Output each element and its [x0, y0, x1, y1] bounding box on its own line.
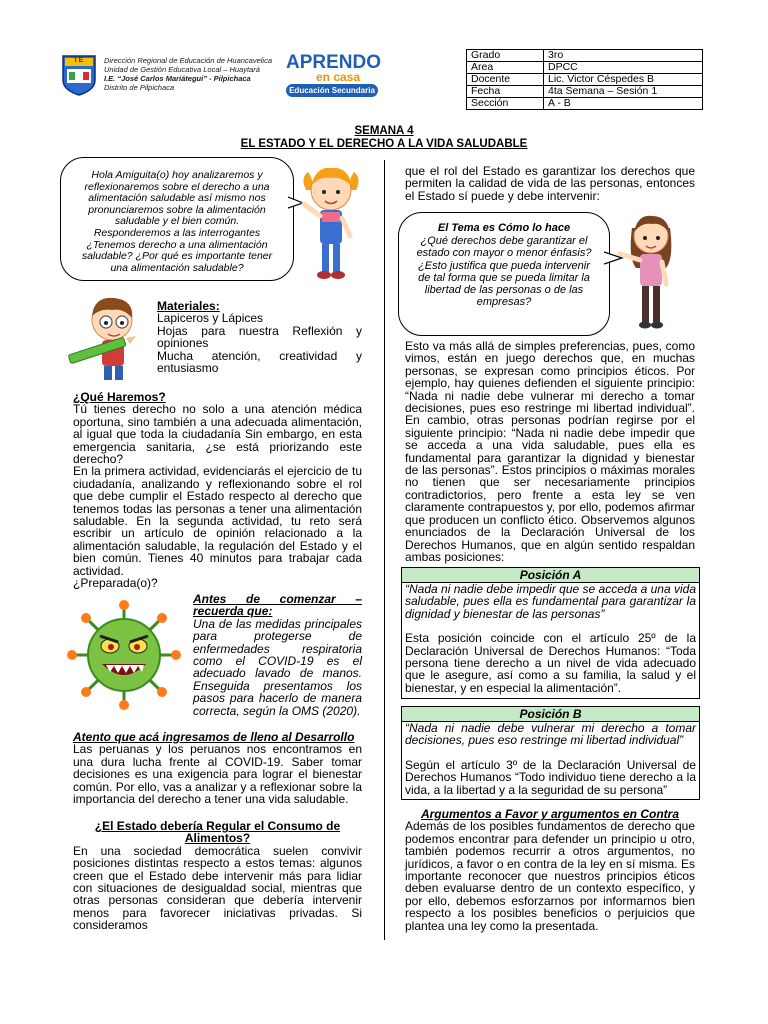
tema-bubble-text	[404, 222, 604, 308]
materials-section	[157, 300, 362, 374]
institution-line: Unidad de Gestión Educativa Local – Huaytará	[104, 65, 260, 74]
bubble-line: de tal forma que se pueda limitar la	[418, 271, 590, 284]
institution-line: Dirección Regional de Educación de Huancavelica	[104, 56, 273, 65]
intro-bubble-text	[68, 170, 286, 274]
regular-section	[73, 820, 362, 932]
aprendo-en-casa-logo	[286, 52, 382, 100]
bubble-line: empresas?	[476, 296, 532, 309]
bubble-line: Responderemos a las interrogantes	[93, 226, 261, 239]
materials-heading: Materiales:	[157, 299, 220, 313]
table-row	[467, 98, 703, 110]
table-cell: Lic. Victor Céspedes B	[544, 74, 703, 86]
angry-virus-illustration	[64, 600, 184, 710]
table-cell: DPCC	[544, 62, 703, 74]
posicion-b-title: Posición B	[402, 707, 699, 722]
institution-line: I.E. “José Carlos Mariátegui” - Pilpichaca	[104, 74, 251, 83]
week-title: SEMANA 4	[354, 125, 414, 137]
right-intro-text: que el rol del Estado es garantizar los derechos que permiten la calidad de vida de las personas, entonces el Estado sí puede y debe intervenir:	[405, 164, 695, 203]
posicion-b-box	[401, 706, 700, 800]
posicion-b-quote: “Nada ni nadie debe vulnerar mi derecho a tomar decisiones, pues eso restringe mi libertad individual”	[405, 721, 696, 748]
bubble-line: Hola Amiguita(o) hoy analizaremos y	[91, 169, 263, 181]
que-haremos-section	[73, 391, 362, 590]
institution-info	[104, 56, 294, 92]
antes-section	[193, 593, 362, 717]
boy-with-pencil-illustration	[64, 290, 148, 386]
course-info-table	[466, 49, 703, 110]
bubble-line: ¿Tenemos derecho a una alimentación	[86, 238, 268, 251]
bubble-line: una alimentación saludable?	[110, 261, 244, 274]
bubble-line: ¿Qué derechos debe garantizar el	[420, 235, 588, 248]
bubble-line: reflexionaremos sobre el derecho a una	[84, 180, 270, 193]
posicion-a-title: Posición A	[402, 568, 699, 583]
material-item: Mucha atención, creatividad y entusiasmo	[157, 348, 362, 376]
table-row	[467, 86, 703, 98]
antes-heading: Antes de comenzar – recuerda que:	[193, 592, 362, 619]
table-cell: Grado	[467, 50, 544, 62]
table-row	[467, 62, 703, 74]
bubble-line: saludable y el bien común.	[114, 215, 240, 228]
que-haremos-heading: ¿Qué Haremos?	[73, 390, 166, 404]
bubble-line: pronunciaremos sobre la alimentación	[88, 203, 266, 216]
argumentos-heading: Argumentos a Favor y argumentos en Contra	[420, 807, 680, 821]
tema-heading: El Tema es Cómo lo hace	[437, 222, 571, 234]
posicion-a-quote: “Nada ni nadie debe impedir que se acceda a una vida saludable, pues ella es fundamental para garantizar la dignidad y bienestar de las personas”	[405, 582, 696, 621]
table-cell: 4ta Semana – Sesión 1	[544, 86, 703, 98]
logo-main: APRENDO	[286, 52, 382, 73]
posicion-a-text: Esta posición coincide con el artículo 25º de la Declaración Universal de Derechos Humanos: “Toda persona tiene derecho a un nivel de vida adecuado que le asegure, así como a su familia, la salud y el bienestar, y en especial la alimentación”.	[405, 631, 696, 695]
institution-line: Distrito de Pilpichaca	[104, 83, 175, 92]
badge-text: I E	[74, 57, 84, 64]
right-main-text: Esto va más allá de simples preferencias, pues, como vimos, están en juego derechos que, en muchas personas, se expresan como principios éticos. Por ejemplo, hay quienes defienden el siguiente principio: “Nada ni nadie debe vulnerar mi derecho a tomar decisiones, pues eso restringe mi libertad individual”. En cambio, otras personas podrían regirse por el siguiente principio: “Nada ni nadie debe impedir que se acceda a una vida saludable, pues ella es fundamental para garantizar la dignidad y bienestar de las personas”. Estos principios o máximas morales no tienen que ser necesariamente principios contradictorios, pero frente a esta ley se ven claramente contrapuestos y, por ello, podemos afirmar que producen un conflicto ético. Observemos algunos enunciados de la Declaración Universal de los Derechos Humanos, que en algún sentido respaldan ambas posiciones:	[405, 339, 695, 564]
posicion-b-text: Según el artículo 3º de la Declaración Universal de Derechos Humanos “Todo individuo tiene derecho a la vida, a la libertad y a la seguridad de su persona”	[405, 757, 696, 797]
girl-cartoon-illustration	[298, 160, 364, 282]
desarrollo-heading: Atento que acá ingresamos de lleno al Desarrollo	[73, 730, 355, 744]
argumentos-section	[405, 808, 695, 932]
desarrollo-section	[73, 731, 362, 805]
material-item: Lapiceros y Lápices	[157, 311, 264, 326]
bubble-line: alimentación saludable así mismo nos	[88, 192, 266, 205]
que-haremos-p3: ¿Preparada(o)?	[73, 576, 158, 591]
brown-hair-girl-illustration	[616, 208, 686, 332]
table-row	[467, 74, 703, 86]
logo-sub: en casa	[316, 70, 361, 84]
regular-heading: ¿El Estado debería Regular el Consumo de Alimentos?	[94, 819, 341, 846]
table-cell: 3ro	[544, 50, 703, 62]
table-cell: A - B	[544, 98, 703, 110]
posicion-a-box	[401, 567, 700, 699]
antes-text: Una de las medidas principales para protegerse de enfermedades respiratoria como el COVID-19 es el adecuado lavado de manos. Enseguida presentamos los pasos para hacerlo de manera correcta, según la OMS (2020).	[193, 616, 362, 718]
que-haremos-p2: En la primera actividad, evidenciarás el ejercicio de tu ciudadanía, analizando y reflexionando sobre el rol que debe cumplir el Estado respecto al derecho que tenemos todas las personas a tener una alimentación saludable. En la segunda actividad, tu reto será escribir un artículo de opinión relacionado a la alimentación saludable, la regulación del Estado y el bien común. Tienes 40 minutos para trabajar cada actividad.	[73, 464, 362, 578]
regular-text: En una sociedad democrática suelen convivir posiciones distintas respecto a estos temas: algunos creen que el Estado debe intervenir más para lidiar con situaciones de desigualdad social, mientras que otras personas consideran que debería intervenir menos para favorecer iniciativas privadas. Si consideramos	[73, 843, 362, 933]
topic-title: EL ESTADO Y EL DERECHO A LA VIDA SALUDABLE	[240, 138, 528, 150]
institution-badge	[61, 54, 97, 96]
desarrollo-text: Las peruanas y los peruanos nos encontramos en una dura lucha frente al COVID-19. Saber tomar decisiones es una exigencia para lograr el bienestar común. Por ello, vas a analizar y a reflexionar sobre la importancia del derecho a tener una vida saludable.	[73, 742, 362, 807]
que-haremos-p1: Tú tienes derecho no solo a una atención médica oportuna, sino también a una adecuada alimentación, al igual que toda la ciudadanía Sin embargo, en esta emergencia sanitaria, ¿se está priorizando este derecho?	[73, 402, 362, 467]
bubble-line: saludable? ¿Por qué es importante tener	[81, 250, 273, 263]
table-cell: Area	[467, 62, 544, 74]
logo-band: Educación Secundaria	[286, 84, 378, 97]
material-item: Hojas para nuestra Reflexión y opiniones	[157, 323, 362, 351]
column-divider	[384, 160, 385, 940]
bubble-line: ¿Esto justifica que pueda intervenir	[418, 259, 590, 272]
table-row	[467, 50, 703, 62]
table-cell: Fecha	[467, 86, 544, 98]
bubble-line: estado con mayor o menor énfasis?	[416, 247, 592, 260]
bubble-line: libertad de las personas o de las	[424, 284, 584, 297]
table-cell: Docente	[467, 74, 544, 86]
argumentos-text: Además de los posibles fundamentos de derecho que podemos encontrar para defender un principio u otro, también podemos recurrir a otros argumentos, no jurídicos, a favor o en contra de la ley en sí misma. Es importante reconocer que nuestros principios éticos deben evaluarse dentro de un contexto específico, y por ello, debemos esforzarnos por informarnos bien respecto a los posibles beneficios o perjuicios que plantea una ley como la presentada.	[405, 819, 695, 933]
page-title	[0, 125, 768, 151]
table-cell: Sección	[467, 98, 544, 110]
